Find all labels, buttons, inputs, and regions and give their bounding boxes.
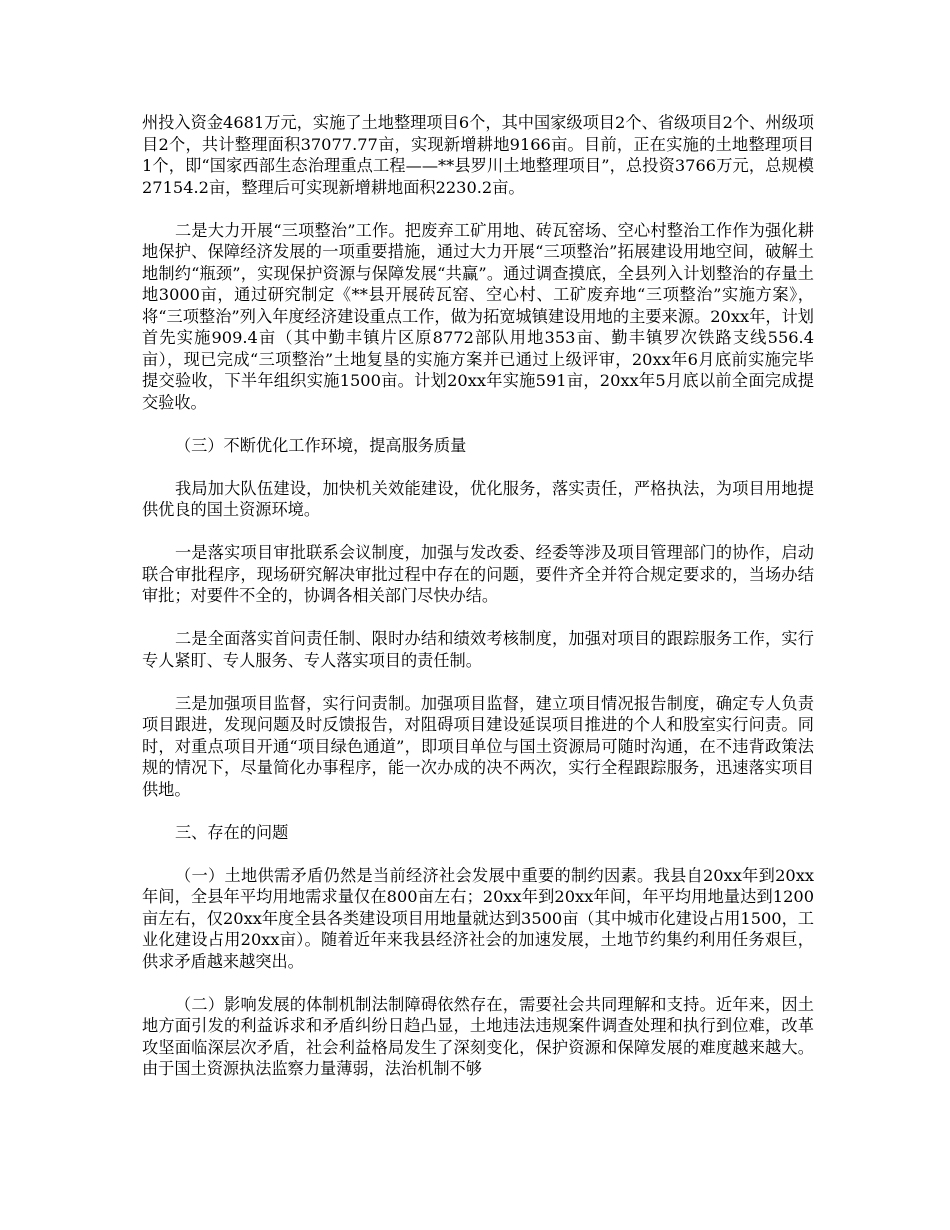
paragraph-bureau-team-building: 我局加大队伍建设，加快机关效能建设，优化服务，落实责任，严格执法，为项目用地提供优良的国土资源环境。	[142, 478, 814, 519]
paragraph-land-supply-demand: （一）土地供需矛盾仍然是当前经济社会发展中重要的制约因素。我县自20xx年到20xx年间，全县年平均用地需求量仅在800亩左右；20xx年到20xx年间，年平均用地量达到1200亩左右，仅20xx年度全县各类建设项目用地量就达到3500亩（其中城市化建设占用1500，工业化建设占用20xx亩）。随着近年来我县经济社会的加速发展，土地节约集约利用任务艰巨，供求矛盾越来越突出。	[142, 865, 814, 971]
paragraph-land-consolidation-projects: 州投入资金4681万元，实施了土地整理项目6个，其中国家级项目2个、省级项目2个、州级项目2个，共计整理面积37077.77亩，实现新增耕地9166亩。目前，正在实施的土地整理项目1个，即“国家西部生态治理重点工程——**县罗川土地整理项目”，总投资3766万元，总规模27154.2亩，整理后可实现新增耕地面积2230.2亩。	[142, 113, 814, 197]
paragraph-three-rectifications: 二是大力开展“三项整治”工作。把废弃工矿用地、砖瓦窑场、空心村整治工作作为强化耕地保护、保障经济发展的一项重要措施，通过大力开展“三项整治”拓展建设用地空间，破解土地制约“瓶颈”，实现保护资源与保障发展“共赢”。通过调查摸底，全县列入计划整治的存量土地3000亩，通过研究制定《**县开展砖瓦窑、空心村、工矿废弃地“三项整治”实施方案》，将“三项整治”列入年度经济建设重点工作，做为拓宽城镇建设用地的主要来源。20xx年，计划首先实施909.4亩（其中勤丰镇片区原8772部队用地353亩、勤丰镇罗次铁路支线556.4亩），现已完成“三项整治”土地复垦的实施方案并已通过上级评审，20xx年6月底前实施完毕提交验收，下半年组织实施1500亩。计划20xx年实施591亩，20xx年5月底以前全面完成提交验收。	[142, 220, 814, 412]
section-heading-optimize-environment: （三）不断优化工作环境，提高服务质量	[175, 435, 467, 455]
paragraph-project-supervision: 三是加强项目监督，实行问责制。加强项目监督，建立项目情况报告制度，确定专人负责项目跟进，发现问题及时反馈报告，对阻碍项目建设延误项目推进的个人和股室实行问责。同时，对重点项目开通“项目绿色通道”，即项目单位与国土资源局可随时沟通，在不违背政策法规的情况下，尽量简化办事程序，能一次办成的决不两次，实行全程跟踪服务，迅速落实项目供地。	[142, 693, 814, 799]
section-heading-existing-problems: 三、存在的问题	[175, 822, 289, 842]
paragraph-joint-approval: 一是落实项目审批联系会议制度，加强与发改委、经委等涉及项目管理部门的协作，启动联合审批程序，现场研究解决审批过程中存在的问题，要件齐全并符合规定要求的，当场办结审批；对要件不全的，协调各相关部门尽快办结。	[142, 543, 814, 605]
paragraph-first-inquiry-responsibility: 二是全面落实首问责任制、限时办结和绩效考核制度，加强对项目的跟踪服务工作，实行专人紧盯、专人服务、专人落实项目的责任制。	[142, 629, 814, 670]
paragraph-institutional-obstacles: （二）影响发展的体制机制法制障碍依然存在，需要社会共同理解和支持。近年来，因土地方面引发的利益诉求和矛盾纠纷日趋凸显，土地违法违规案件调查处理和执行到位难，改革攻坚面临深层次矛盾，社会利益格局发生了深刻变化，保护资源和保障发展的难度越来越大。由于国土资源执法监察力量薄弱，法治机制不够	[142, 994, 814, 1078]
document-page	[142, 112, 814, 1101]
